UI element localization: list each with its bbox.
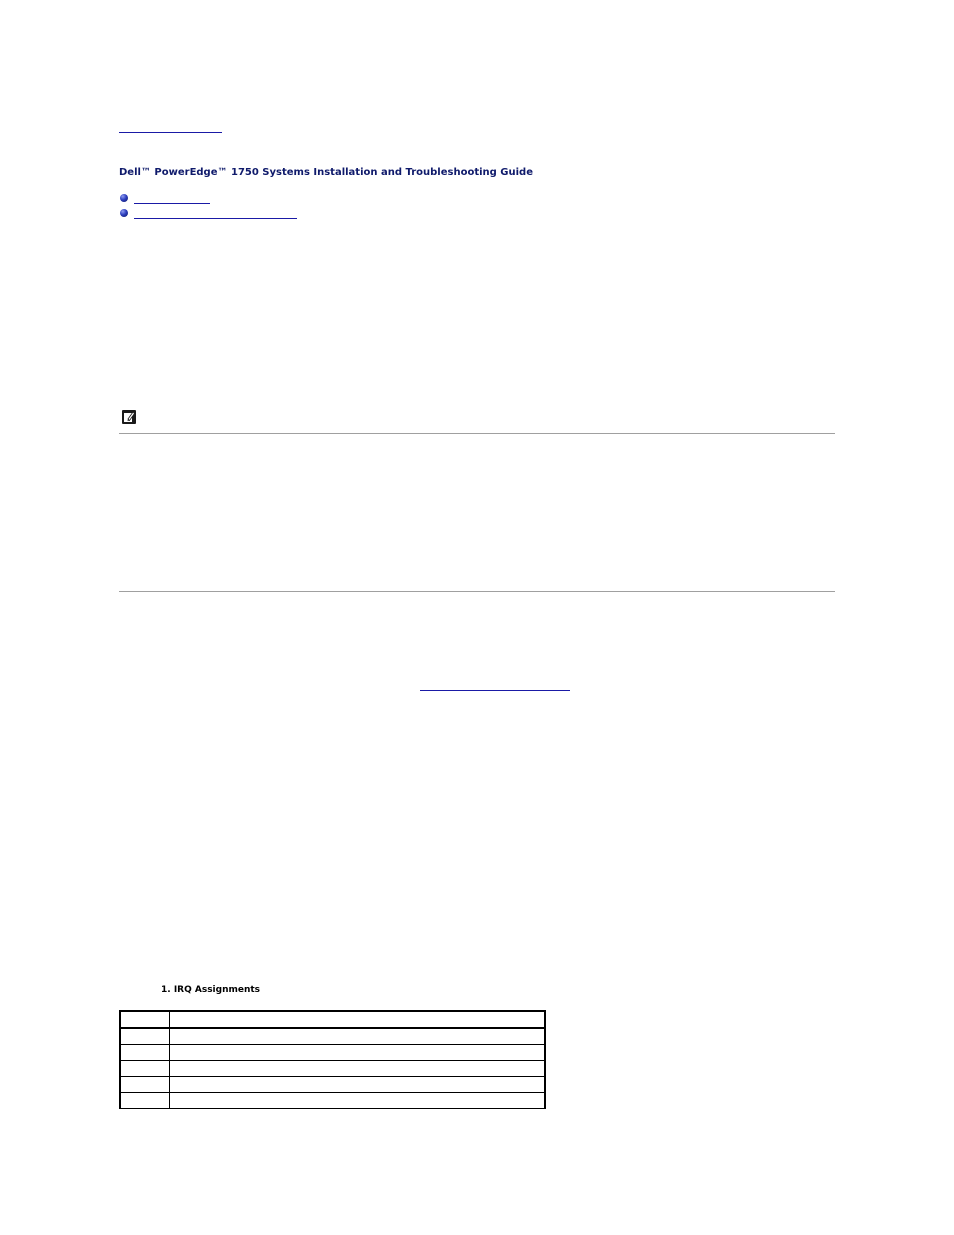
back-to-contents-link[interactable]	[119, 118, 222, 133]
toc-link[interactable]	[134, 218, 297, 219]
table-cell	[120, 1045, 170, 1061]
table-cell	[170, 1045, 546, 1061]
table-row	[120, 1077, 545, 1093]
table-header-cell	[120, 1011, 170, 1028]
table-row	[120, 1028, 545, 1045]
table-row	[120, 1093, 545, 1109]
irq-assignments-table	[119, 1010, 546, 1109]
table-cell	[120, 1061, 170, 1077]
table-cell	[120, 1028, 170, 1045]
section-divider	[119, 591, 835, 592]
inline-reference-link[interactable]	[420, 678, 570, 691]
table-cell	[170, 1028, 546, 1045]
table-header-cell	[170, 1011, 546, 1028]
table-header-row	[120, 1011, 545, 1028]
section-divider	[119, 433, 835, 434]
table-cell	[170, 1061, 546, 1077]
sphere-bullet-icon	[120, 209, 128, 217]
toc-link[interactable]	[134, 203, 210, 204]
table-caption: 1. IRQ Assignments	[161, 985, 261, 995]
table-row	[120, 1045, 545, 1061]
sphere-bullet-icon	[120, 194, 128, 202]
table-cell	[120, 1093, 170, 1109]
table-cell	[120, 1077, 170, 1093]
note-pencil-icon	[122, 410, 136, 424]
table-row	[120, 1061, 545, 1077]
guide-title: Dell™ PowerEdge™ 1750 Systems Installation and Troubleshooting Guide	[119, 167, 533, 178]
table-cell	[170, 1077, 546, 1093]
table-cell	[170, 1093, 546, 1109]
